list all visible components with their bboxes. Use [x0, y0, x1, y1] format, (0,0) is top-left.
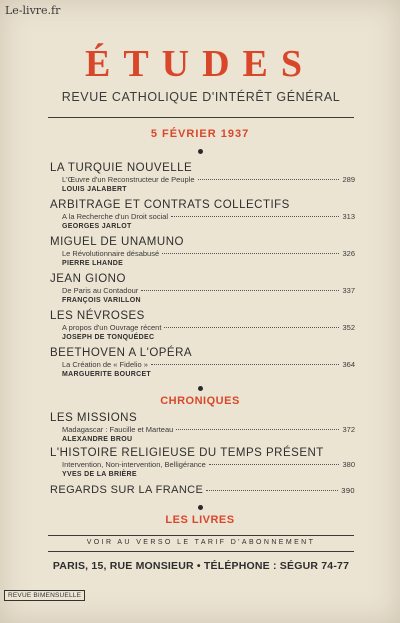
- article-subtitle: A la Recherche d'un Droit social: [62, 212, 169, 221]
- article-subtitle: De Paris au Contadour: [62, 286, 139, 295]
- dot-leader: [209, 464, 340, 465]
- chroniques-heading: CHRONIQUES: [160, 395, 240, 407]
- article-heading: BEETHOVEN A L'OPÉRA: [50, 347, 193, 359]
- article-subtitle: Le Révolutionnaire désabusé: [62, 249, 160, 258]
- footer-rule-top: [48, 535, 354, 536]
- article-author: PIERRE LHANDE: [62, 260, 124, 267]
- article-subtitle: La Création de « Fidelio »: [62, 360, 148, 369]
- dot-leader: [171, 216, 339, 217]
- article-line: [50, 249, 355, 259]
- separator-dot: [198, 149, 203, 154]
- chronique-line: [50, 425, 355, 435]
- chronique-author: ALEXANDRE BROU: [62, 436, 133, 443]
- separator-dot: [198, 386, 203, 391]
- chronique-page: 380: [342, 460, 355, 469]
- article-line: [50, 212, 355, 222]
- article-page: 313: [342, 212, 355, 221]
- article-page: 326: [342, 249, 355, 258]
- article-heading: MIGUEL DE UNAMUNO: [50, 236, 184, 248]
- article-author: FRANÇOIS VARILLON: [62, 297, 141, 304]
- site-watermark: Le-livre.fr: [5, 4, 61, 17]
- chronique-page: 372: [342, 425, 355, 434]
- article-entry: [50, 199, 355, 231]
- chronique-entry: [50, 412, 355, 444]
- chronique-heading: LES MISSIONS: [50, 412, 138, 424]
- chronique-line: [50, 460, 355, 470]
- article-entry: [50, 236, 355, 268]
- dot-leader: [176, 429, 339, 430]
- footer-rule-bottom: [48, 551, 354, 552]
- article-heading: LES NÉVROSES: [50, 310, 145, 322]
- article-entry: [50, 347, 355, 379]
- article-author: JOSEPH DE TONQUÉDEC: [62, 334, 155, 341]
- periodicity-badge: REVUE BIMENSUELLE: [4, 590, 85, 601]
- article-page: 337: [342, 286, 355, 295]
- article-line: [50, 323, 355, 333]
- chronique-entry: [50, 447, 355, 479]
- article-author: GEORGES JARLOT: [62, 223, 132, 230]
- chronique-subtitle: Madagascar : Faucille et Marteau: [62, 425, 174, 434]
- chronique-heading: L'HISTOIRE RELIGIEUSE DU TEMPS PRÉSENT: [50, 447, 324, 459]
- dot-leader: [141, 290, 339, 291]
- livres-heading: LES LIVRES: [165, 514, 235, 526]
- dot-leader: [162, 253, 339, 254]
- publisher-address: PARIS, 15, RUE MONSIEUR • TÉLÉPHONE : SÉGUR 74-77: [52, 560, 350, 572]
- article-heading: JEAN GIONO: [50, 273, 126, 285]
- article-line: [50, 360, 355, 370]
- regards-heading: REGARDS SUR LA FRANCE: [50, 484, 204, 496]
- issue-date: 5 FÉVRIER 1937: [150, 128, 250, 140]
- article-entry: [50, 310, 355, 342]
- article-page: 352: [342, 323, 355, 332]
- masthead-title: ÉTUDES: [84, 43, 316, 85]
- article-subtitle: L'Œuvre d'un Reconstructeur de Peuple: [62, 175, 195, 184]
- article-entry: [50, 162, 355, 194]
- separator-dot: [198, 505, 203, 510]
- article-heading: LA TURQUIE NOUVELLE: [50, 162, 193, 174]
- dot-leader: [164, 327, 339, 328]
- subscription-note: VOIR AU VERSO LE TARIF D'ABONNEMENT: [86, 539, 316, 546]
- article-entry: [50, 273, 355, 305]
- dot-leader: [151, 364, 340, 365]
- dot-leader: [198, 179, 340, 180]
- masthead-subtitle: REVUE CATHOLIQUE D'INTÉRÊT GÉNÉRAL: [61, 90, 341, 104]
- article-line: [50, 286, 355, 296]
- dot-leader: [206, 490, 338, 491]
- article-author: MARGUERITE BOURCET: [62, 371, 152, 378]
- chronique-subtitle: Intervention, Non-intervention, Belligérance: [62, 460, 206, 469]
- article-page: 289: [342, 175, 355, 184]
- chronique-author: YVES DE LA BRIÈRE: [62, 471, 137, 478]
- article-heading: ARBITRAGE ET CONTRATS COLLECTIFS: [50, 199, 290, 211]
- article-subtitle: A propos d'un Ouvrage récent: [62, 323, 162, 332]
- article-author: LOUIS JALABERT: [62, 186, 127, 193]
- header-rule: [48, 117, 354, 118]
- article-line: [50, 175, 355, 185]
- regards-page: 390: [341, 486, 355, 495]
- article-page: 364: [342, 360, 355, 369]
- regards-entry: [50, 484, 355, 496]
